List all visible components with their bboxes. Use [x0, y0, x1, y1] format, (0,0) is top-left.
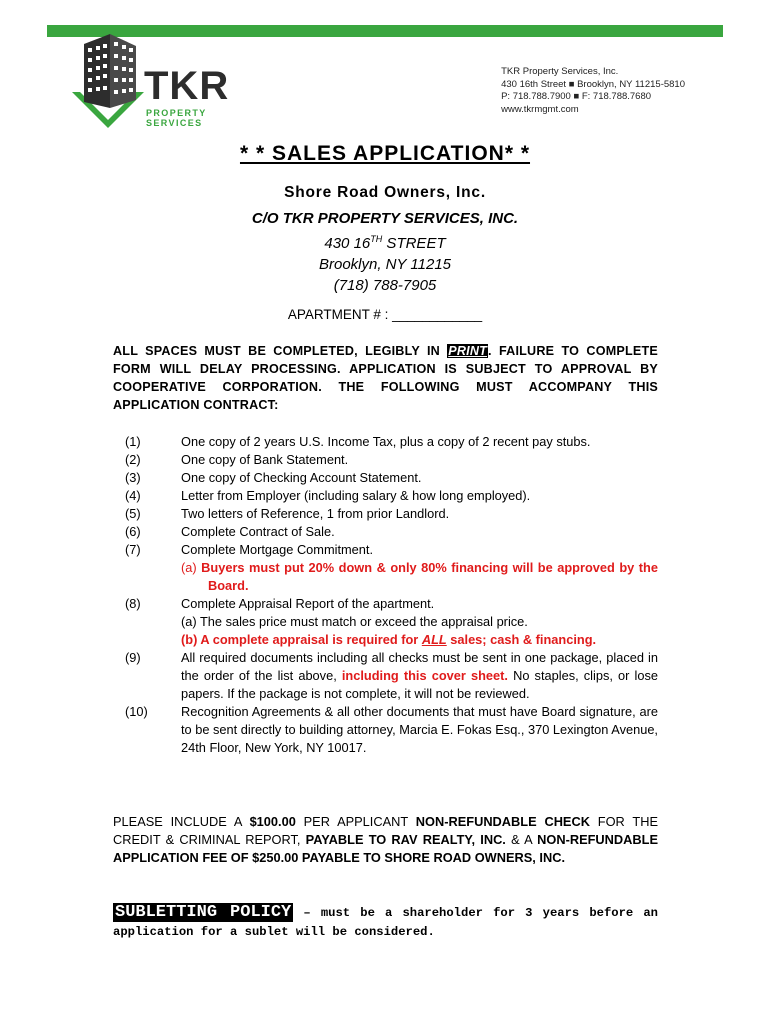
logo-brand: TKR: [144, 64, 230, 108]
care-of-line: C/O TKR PROPERTY SERVICES, INC.: [251, 210, 519, 227]
contact-website: www.tkrmgmt.com: [501, 103, 579, 115]
list-item: (6) Complete Contract of Sale.: [125, 524, 335, 539]
requirements-list: [113, 433, 658, 757]
contact-address: 430 16th Street ■ Brooklyn, NY 11215-5810: [501, 78, 685, 90]
appraisal-note-b: (b) A complete appraisal is required for ALL sales; cash & financing.: [181, 632, 597, 647]
page-title: * * SALES APPLICATION* *: [239, 142, 531, 165]
list-item: (5) Two letters of Reference, 1 from prior Landlord.: [125, 506, 450, 521]
list-item: (1) One copy of 2 years U.S. Income Tax, plus a copy of 2 recent pay stubs.: [125, 434, 591, 449]
street-line: 430 16TH STREET: [324, 234, 446, 252]
print-highlight: PRINT: [448, 344, 488, 358]
city-line: Brooklyn, NY 11215: [318, 256, 452, 273]
financing-note: (a) Buyers must put 20% down & only 80% financing will be approved by the Board.: [181, 560, 658, 593]
contact-phone-fax: P: 718.788.7900 ■ F: 718.788.7680: [501, 91, 652, 103]
subletting-header: SUBLETTING POLICY: [115, 903, 292, 922]
list-item: (8) Complete Appraisal Report of the apartment. (a) The sales price must match or exceed the appraisal price. (b) A complete appraisal is required for ALL sales; cash & financing.: [113, 595, 658, 649]
contact-block: [501, 66, 685, 116]
list-item: (9) All required documents including all checks must be sent in one package, placed in the order of the list above, including this cover sheet. No staples, clips, or lose papers. If the package is not complete, it will not be reviewed.: [125, 650, 659, 701]
instructions-paragraph: ALL SPACES MUST BE COMPLETED, LEGIBLY IN PRINT. FAILURE TO COMPLETE FORM WILL DELAY PROCESSING. APPLICATION IS SUBJECT TO APPROVAL BY COOPERATIVE CORPORATION. THE FOLLOWING MUST ACCOMPANY THIS APPLICATION CONTRACT:: [113, 344, 658, 412]
tkr-logo: [70, 30, 260, 140]
subletting-policy: SUBLETTING POLICY – must be a shareholder for 3 years before an application for a sublet will be considered.: [113, 903, 658, 939]
owner-name: Shore Road Owners, Inc.: [284, 184, 486, 201]
phone-line: (718) 788-7905: [333, 277, 437, 294]
fee-paragraph: PLEASE INCLUDE A $100.00 PER APPLICANT NON-REFUNDABLE CHECK FOR THE CREDIT & CRIMINAL REPORT, PAYABLE TO RAV REALTY, INC. & A NON-REFUNDABLE APPLICATION FEE OF $250.00 PAYABLE TO SHORE ROAD OWNERS, INC.: [113, 814, 658, 865]
list-item: (3) One copy of Checking Account Statement.: [125, 470, 422, 485]
contact-company: TKR Property Services, Inc.: [501, 66, 619, 77]
list-item: (2) One copy of Bank Statement.: [125, 452, 349, 467]
apartment-field[interactable]: APARTMENT # : ____________: [287, 307, 483, 322]
logo-subtitle: PROPERTY SERVICES: [146, 108, 207, 128]
list-item: (7) Complete Mortgage Commitment. (a) Buyers must put 20% down & only 80% financing will be approved by the Board.: [125, 542, 658, 593]
list-item: (4) Letter from Employer (including salary & how long employed).: [125, 488, 531, 503]
list-item: (10) Recognition Agreements & all other documents that must have Board signature, are to be sent directly to building attorney, Marcia E. Fokas Esq., 370 Lexington Avenue, 24th Floor, New York, NY 10017.: [125, 704, 658, 755]
address-block: [0, 208, 770, 296]
appraisal-note-a: (a) The sales price must match or exceed the appraisal price.: [181, 614, 528, 629]
